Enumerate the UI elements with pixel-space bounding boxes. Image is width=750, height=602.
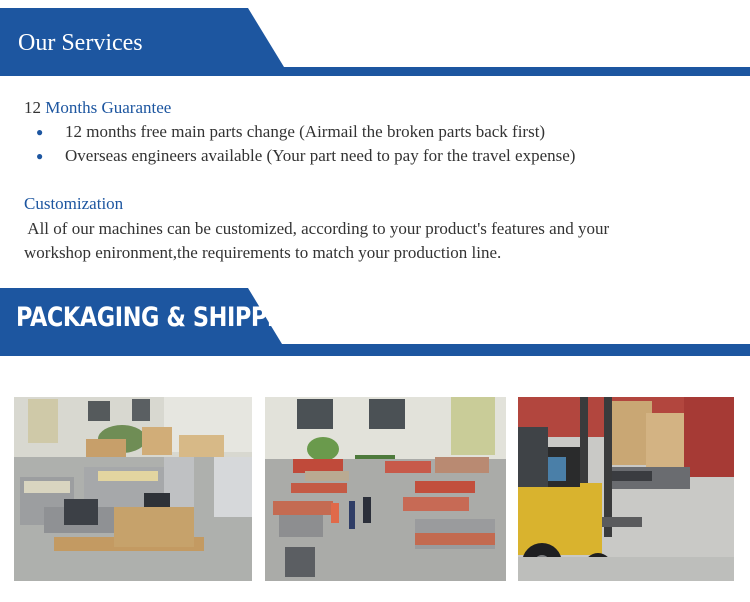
bullet-icon: ●: [36, 125, 44, 139]
our-services-title: Our Services: [18, 30, 143, 56]
photo-machines-lined-up-image: [265, 397, 506, 581]
customization-paragraph: [24, 217, 684, 265]
photo-forklift-loading: [518, 397, 734, 581]
guarantee-item-text: Overseas engineers available (Your part need to pay for the travel expense): [65, 146, 576, 165]
customization-line: All of our machines can be customized, according to your product's features and your: [24, 219, 610, 238]
customization-heading-text: Customization: [24, 194, 124, 213]
guarantee-heading-number: 12: [24, 98, 41, 117]
packaging-shipping-title: PACKAGING & SHIPPING: [16, 302, 312, 333]
customization-heading: [24, 194, 123, 214]
photo-packed-machines-yard-image: [14, 397, 252, 581]
photo-forklift-loading-image: [518, 397, 734, 581]
guarantee-item-text: 12 months free main parts change (Airmail the broken parts back first): [65, 122, 546, 141]
packaging-shipping-banner: [0, 288, 750, 356]
photo-packed-machines-yard: [14, 397, 252, 581]
guarantee-heading: [24, 98, 171, 118]
our-services-banner: [0, 8, 750, 76]
photo-machines-lined-up: [265, 397, 506, 581]
customization-line: workshop enironment,the requirements to match your production line.: [24, 243, 502, 262]
guarantee-heading-text: Months Guarantee: [41, 98, 172, 117]
bullet-icon: ●: [36, 149, 44, 163]
